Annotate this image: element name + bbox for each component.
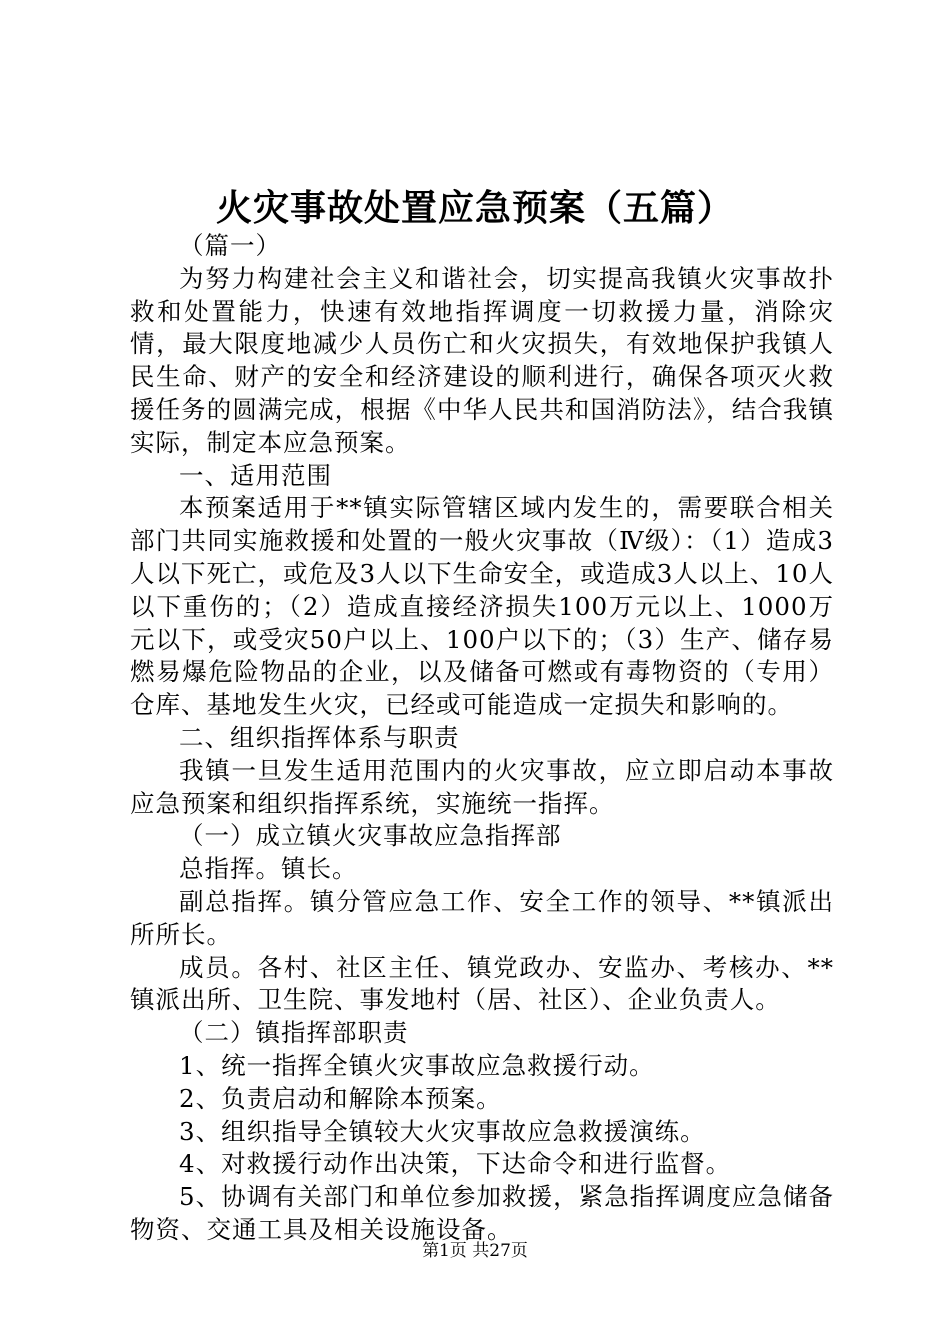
list-item-duty-3: 3、组织指导全镇较大火灾事故应急救援演练。 [179, 1116, 706, 1146]
page-number: 第1页 共27页 [422, 1241, 528, 1261]
paragraph-scope: 本预案适用于**镇实际管辖区域内发生的，需要联合相关部门共同实施救援和处置的一般火灾事故（Ⅳ级）：（1）造成3人以下死亡，或危及3人以下生命安全，或造成3人以上、10人以下重伤的；（2）造成直接经济损失100万元以上、1000万元以下，或受灾50户以上、100户以下的；（3）生产、储存易燃易爆危险物品的企业，以及储备可燃或有毒物资的（专用）仓库、基地发生火灾，已经或可能造成一定损失和影响的。 [130, 493, 834, 720]
paragraph-organization: 我镇一旦发生适用范围内的火灾事故，应立即启动本事故应急预案和组织指挥系统，实施统一指挥。 [130, 755, 834, 818]
list-item-duty-2: 2、负责启动和解除本预案。 [179, 1083, 502, 1113]
paragraph-deputy-commander: 副总指挥。镇分管应急工作、安全工作的领导、**镇派出所所长。 [130, 886, 834, 949]
list-item-duty-1: 1、统一指挥全镇火灾事故应急救援行动。 [179, 1050, 655, 1080]
list-item-duty-5: 5、协调有关部门和单位参加救援，紧急指挥调度应急储备物资、交通工具及相关设施设备。 [130, 1182, 834, 1244]
document-body [130, 230, 834, 1247]
paragraph-section-label: （篇一） [179, 231, 281, 260]
list-item-duty-4: 4、对救援行动作出决策，下达命令和进行监督。 [179, 1149, 732, 1179]
heading-organization: 二、组织指挥体系与职责 [179, 722, 460, 752]
paragraph-commander: 总指挥。镇长。 [179, 854, 358, 884]
paragraph-intro: 为努力构建社会主义和谐社会，切实提高我镇火灾事故扑救和处置能力，快速有效地指挥调度一切救援力量，消除灾情，最大限度地减少人员伤亡和火灾损失，有效地保护我镇人民生命、财产的安全和经济建设的顺利进行，确保各项灭火救援任务的圆满完成，根据《中华人民共和国消防法》，结合我镇实际，制定本应急预案。 [130, 263, 834, 457]
document-title: 火灾事故处置应急预案（五篇） [215, 187, 734, 229]
subheading-duties: （二）镇指挥部职责 [179, 1018, 409, 1048]
heading-scope: 一、适用范围 [179, 460, 332, 490]
subheading-command-center: （一）成立镇火灾事故应急指挥部 [179, 821, 562, 851]
paragraph-members: 成员。各村、社区主任、镇党政办、安监办、考核办、**镇派出所、卫生院、事发地村（居、社区）、企业负责人。 [130, 952, 834, 1015]
